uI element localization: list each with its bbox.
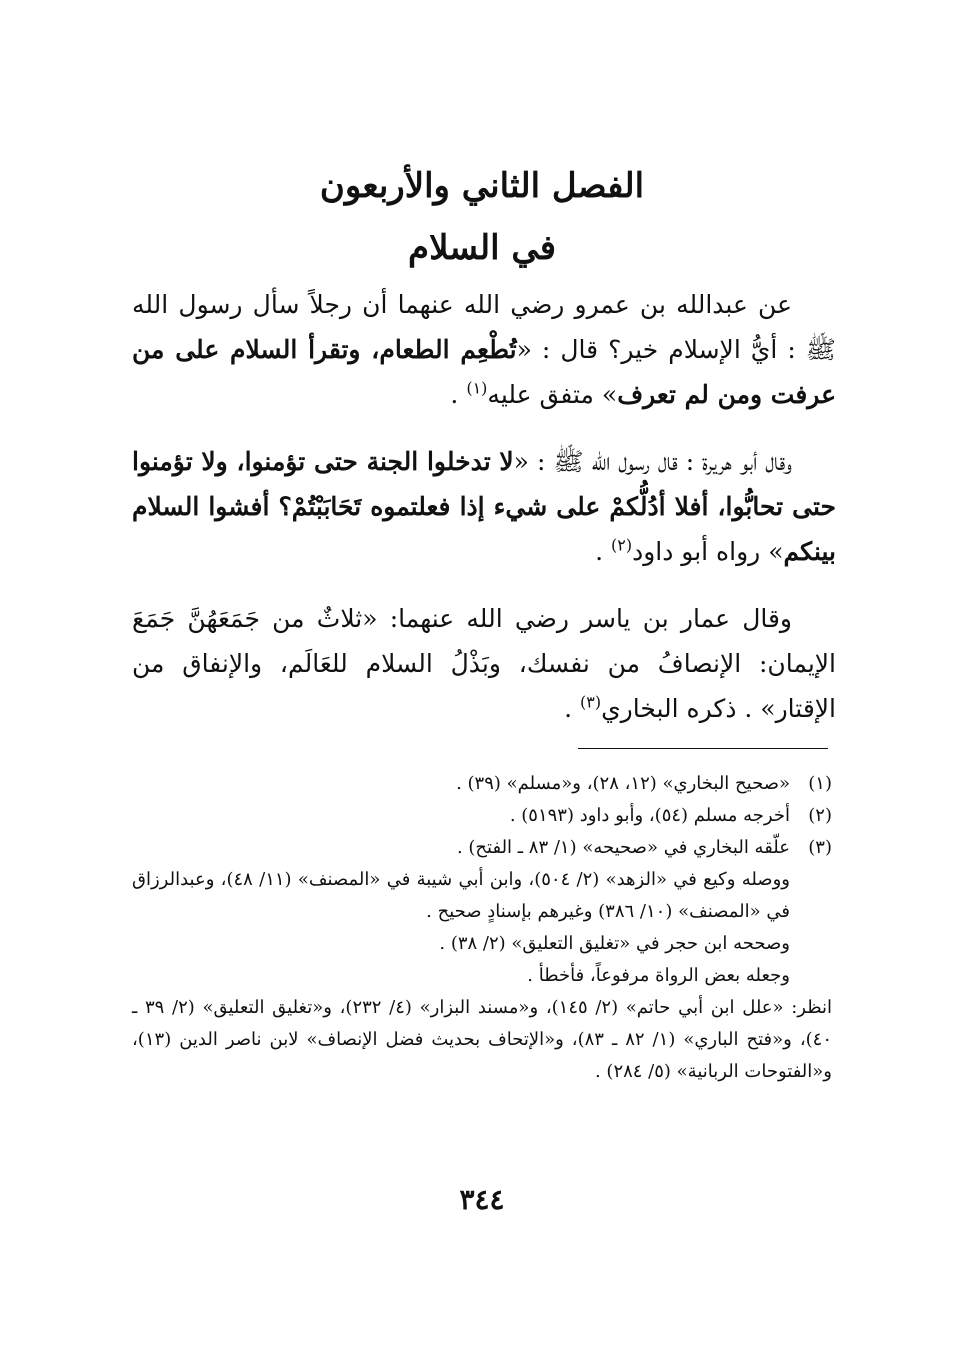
footnote-3 [132,832,832,864]
page-number: ٣٤٤ [459,1183,505,1216]
text-segment: عن عبدالله بن عمرو رضي الله عنهما أن رجلاً سأل رسول الله ﷺ : أيُّ الإسلام خير؟ قال : « [132,290,837,364]
text-segment: » رواه أبو داود [632,537,784,566]
footnote-text: «صحيح البخاري» (١٢، ٢٨)، و«مسلم» (٣٩) . [456,773,790,794]
footnote-3-continuation: ووصله وكيع في «الزهد» (٢/ ٥٠٤)، وابن أبي شيبة في «المصنف» (١١/ ٤٨)، وعبدالرزاق في «المصنف» (١٠/ ٣٨٦) وغيرهم بإسنادٍ صحيح . [132,869,790,922]
footnote-number: (٣) [808,837,832,858]
athar-paragraph [132,596,836,731]
footnote-2 [132,800,832,832]
footnote-3-continuation: وصححه ابن حجر في «تغليق التعليق» (٢/ ٣٨) . [439,933,790,954]
footnote-ref[interactable]: (١) [466,378,488,398]
footnote-3-continuation: وجعله بعض الرواة مرفوعاً، فأخطأ . [527,965,790,986]
main-text [132,282,836,753]
hadith-quote: تُطْعِم الطعام، وتقرأ السلام على من عرفت ومن لم تعرف [132,335,836,409]
footnote-3-references: انظر: «علل ابن أبي حاتم» (٢/ ١٤٥)، و«مسند البزار» (٤/ ٢٣٢)، و«تغليق التعليق» (٢/ ٣٩ ـ ٤٠)، و«فتح الباري» (١/ ٨٢ ـ ٨٣)، و«الإتحاف بحديث فضل الإنصاف» لابن ناصر الدين (١٣)، و«الفتوحات الربانية» (٥/ ٢٨٤) . [132,997,833,1082]
text-segment: وقال أبو هريرة : قال رسول الله ﷺ : « [513,447,792,476]
hadith-paragraph [132,282,836,417]
footnotes [132,768,832,1088]
hadith-quote: لا تدخلوا الجنة حتى تؤمنوا، ولا تؤمنوا حتى تحابُّوا، أفلا أدُلُّكمْ على شيء إذا فعلتموه تَحَابَبْتُمْ؟ أفشوا السلام بينكم [132,447,836,566]
footnote-ref[interactable]: (٣) [580,692,602,712]
text-segment: » متفق عليه [487,380,618,409]
footnote-number: (١) [808,773,832,794]
footnote-divider [578,748,828,749]
footnote-1 [132,768,832,800]
footnote-text: أخرجه مسلم (٥٤)، وأبو داود (٥١٩٣) . [509,805,790,826]
footnote-text: علّقه البخاري في «صحيحه» (١/ ٨٣ ـ الفتح) . [456,837,790,858]
chapter-title: الفصل الثاني والأربعون [319,166,645,206]
paragraph-end: . [564,694,580,723]
footnote-ref[interactable]: (٢) [610,535,633,555]
text-segment: وقال عمار بن ياسر رضي الله عنهما: «ثلاثٌ من جَمَعَهُنَّ جَمَعَ الإيمان: الإنصافُ من نفسك، وبَذْلُ السلام للعَالَم، والإنفاق من الإقتار» . ذكره البخاري [132,604,836,723]
chapter-subtitle: في السلام [408,228,556,268]
footnote-number: (٢) [808,805,832,826]
paragraph-end: . [450,380,467,409]
hadith-paragraph [132,439,836,574]
paragraph-end: . [595,537,611,566]
